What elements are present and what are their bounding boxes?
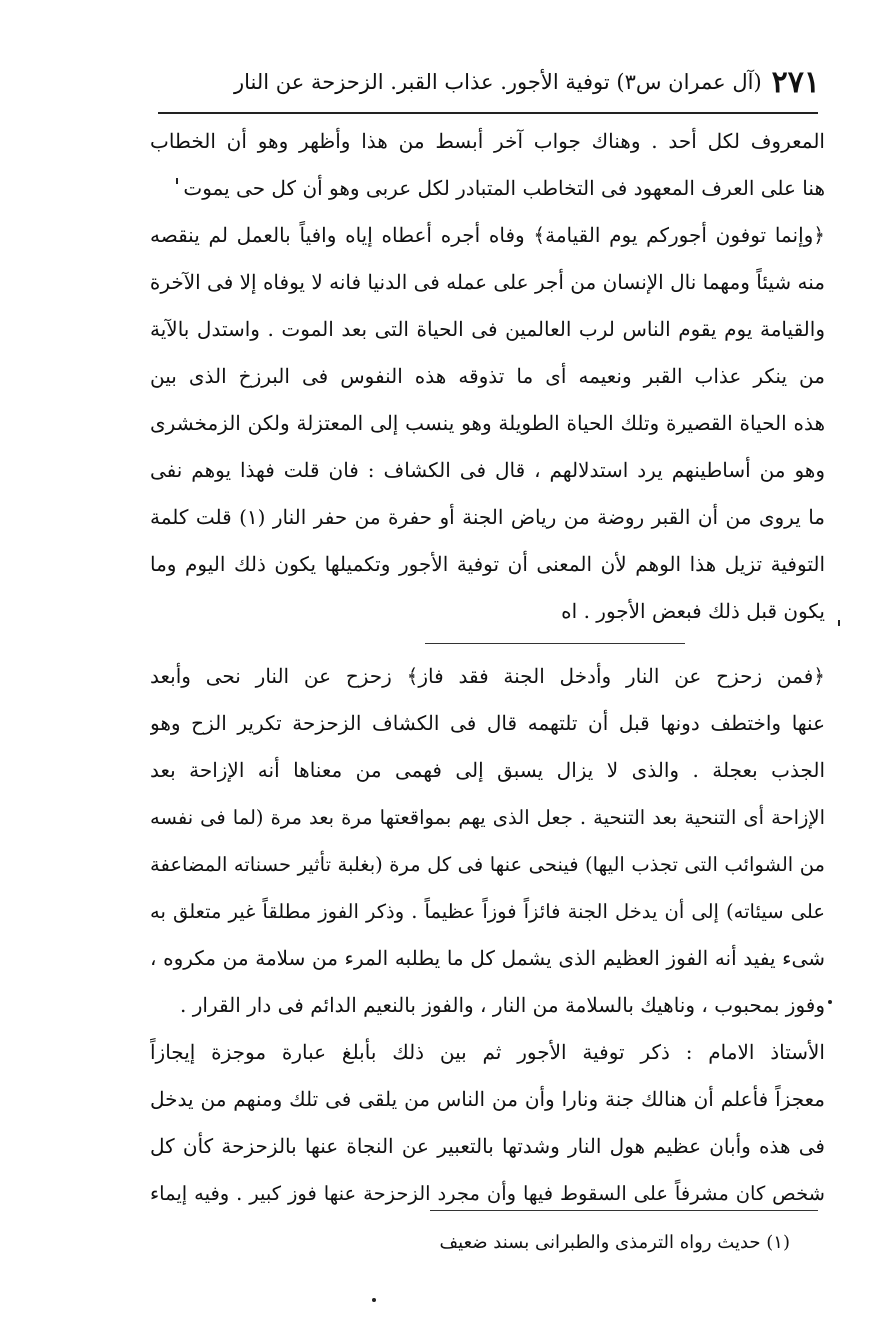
text-line: منه شيئاً ومهما نال الإنسان من أجر على عمله فى الدنيا فانه لا يوفاه إلا فى الآخرة xyxy=(150,270,825,294)
text-line: الجذب بعجلة . والذى لا يزال يسبق إلى فهمى من معناها أنه الإزاحة بعد xyxy=(150,758,825,782)
text-line: فى هذه وأبان عظيم هول النار وشدتها بالتعبير عن النجاة عنها بالزحزحة كأن كل xyxy=(150,1134,825,1158)
paragraph-4 xyxy=(150,1029,825,1217)
page-header xyxy=(150,58,820,106)
paragraph-1 xyxy=(150,118,825,212)
print-speck xyxy=(176,178,178,184)
text-line: شخص كان مشرفاً على السقوط فيها وأن مجرد الزحزحة عنها فوز كبير . وفيه إيماء xyxy=(150,1182,825,1205)
text-line: معجزاً فأعلم أن هنالك جنة ونارا وأن من الناس من يلقى فى تلك ومنهم من يدخل xyxy=(150,1087,825,1111)
section-divider xyxy=(150,635,825,653)
print-speck xyxy=(828,1000,832,1004)
paragraph-3 xyxy=(150,653,825,1029)
text-line: وفوز بمحبوب ، وناهيك بالسلامة من النار ، والفوز بالنعيم الدائم فى دار القرار . xyxy=(180,993,825,1017)
header-rule xyxy=(158,112,818,114)
text-line: ﴿فمن زحزح عن النار وأدخل الجنة فقد فاز﴾ زحزح عن النار نحى وأبعد xyxy=(150,664,825,688)
print-speck xyxy=(838,620,840,626)
text-line: من الشوائب التى تجذب اليها) فينحى عنها فى كل مرة (بغلبة تأثير حسناته المضاعفة xyxy=(150,853,825,876)
footnote: (١) حديث رواه الترمذى والطبرانى بسند ضعيف xyxy=(439,1232,790,1253)
text-line: عنها واختطف دونها قبل أن تلتهمه قال فى الكشاف الزحزحة تكرير الزح وهو xyxy=(150,711,825,735)
text-line: من ينكر عذاب القبر ونعيمه أى ما تذوقه هذه النفوس فى البرزخ الذى بين xyxy=(150,364,825,388)
running-title: (آل عمران س٣) توفية الأجور. عذاب القبر. الزحزحة عن النار xyxy=(234,70,762,94)
text-line: التوفية تزيل هذا الوهم لأن المعنى أن توفية الأجور وتكميلها يكون ذلك اليوم وما xyxy=(150,552,825,576)
text-line: يكون قبل ذلك فبعض الأجور . اه xyxy=(561,599,825,623)
page-number: ٢٧١ xyxy=(771,64,820,100)
footnote-separator xyxy=(430,1210,818,1211)
text-line: الأستاذ الامام : ذكر توفية الأجور ثم بين ذلك بأبلغ عبارة موجزة إيجازاً xyxy=(150,1040,825,1064)
text-line: ﴿وإنما توفون أجوركم يوم القيامة﴾ وفاه أجره أعطاه إياه وافياً بالعمل لم ينقصه xyxy=(150,223,825,247)
text-line: الإزاحة أى التنحية بعد التنحية . جعل الذى يهم بمواقعتها مرة بعد مرة (لما فى نفسه xyxy=(150,806,825,829)
text-line: وهو من أساطينهم يرد استدلالهم ، قال فى الكشاف : فان قلت فهذا يوهم نفى xyxy=(150,458,825,482)
text-line: ما يروى من أن القبر روضة من رياض الجنة أو حفرة من حفر النار (١) قلت كلمة xyxy=(150,505,825,529)
text-line: والقيامة يوم يقوم الناس لرب العالمين فى الحياة التى بعد الموت . واستدل بالآية xyxy=(150,317,825,341)
text-line: على سيئاته) إلى أن يدخل الجنة فائزاً فوزاً عظيماً . وذكر الفوز مطلقاً غير متعلق به xyxy=(150,900,825,923)
print-speck xyxy=(372,1298,376,1302)
text-line: هنا على العرف المعهود فى التخاطب المتبادر لكل عربى وهو أن كل حى يموت xyxy=(183,176,825,200)
text-line: هذه الحياة القصيرة وتلك الحياة الطويلة وهو ينسب إلى المعتزلة ولكن الزمخشرى xyxy=(150,411,825,435)
paragraph-2 xyxy=(150,212,825,635)
text-line: المعروف لكل أحد . وهناك جواب آخر أبسط من هذا وأظهر وهو أن الخطاب xyxy=(150,129,825,153)
text-line: شىء يفيد أنه الفوز العظيم الذى يشمل كل ما يطلبه المرء من سلامة من مكروه ، xyxy=(150,946,825,970)
body-text xyxy=(150,118,825,1217)
